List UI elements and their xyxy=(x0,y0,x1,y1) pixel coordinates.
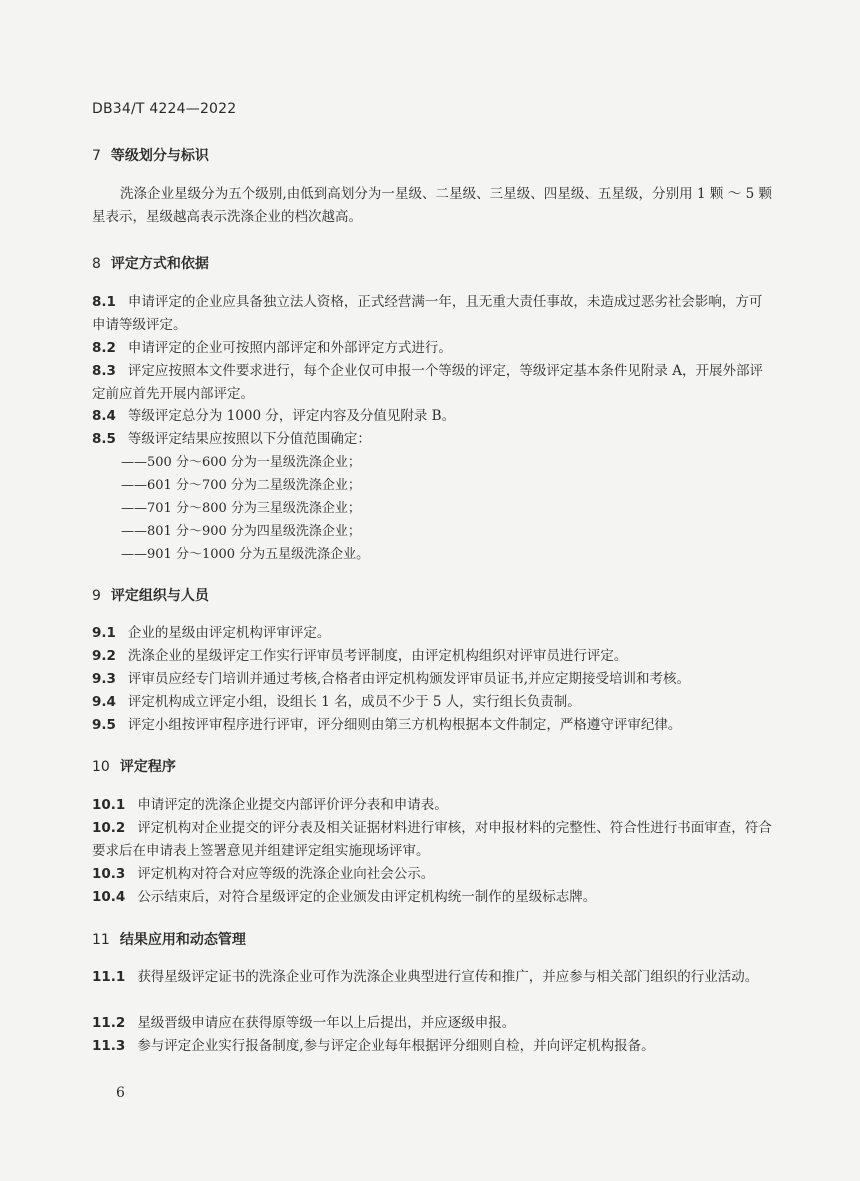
clause-text: 申请评定的企业应具备独立法人资格，正式经营满一年，且无重大责任事故，未造成过恶劣社会影响，方可申请等级评定。 xyxy=(92,294,763,333)
clause-text: 评定机构对企业提交的评分表及相关证据材料进行审核，对申报材料的完整性、符合性进行书面审查，符合要求后在申请表上签署意见并组建评定组实施现场评审。 xyxy=(92,820,772,859)
clause-number: 10.1 xyxy=(92,797,126,813)
clause-number: 10.3 xyxy=(92,866,126,882)
clause-text: 评定小组按评审程序进行评审，评分细则由第三方机构根据本文件制定，严格遵守评审纪律。 xyxy=(127,717,682,733)
clause-text: 评定机构对符合对应等级的洗涤企业向社会公示。 xyxy=(137,866,435,882)
section-10-heading xyxy=(92,756,176,776)
page-number: 6 xyxy=(116,1085,125,1101)
section-11-heading xyxy=(92,929,246,949)
clause-number: 9.4 xyxy=(92,694,116,710)
section-8-heading xyxy=(92,253,209,273)
clause-10-1 xyxy=(92,794,772,817)
section-number: 9 xyxy=(92,588,101,604)
clause-number: 9.3 xyxy=(92,671,116,687)
clause-number: 8.1 xyxy=(92,294,116,310)
clause-11-1 xyxy=(92,966,772,989)
clause-number: 8.4 xyxy=(92,408,116,424)
clause-9-1 xyxy=(92,622,772,645)
clause-text: 等级评定结果应按照以下分值范围确定： xyxy=(127,431,371,447)
clause-number: 11.3 xyxy=(92,1038,126,1054)
list-item: ——701 分～800 分为三星级洗涤企业； xyxy=(121,501,361,516)
clause-10-2 xyxy=(92,817,772,863)
section-title: 评定程序 xyxy=(119,759,176,775)
clause-number: 8.3 xyxy=(92,363,116,379)
section-9-heading xyxy=(92,585,209,605)
clause-8-5 xyxy=(92,428,772,451)
section-title: 结果应用和动态管理 xyxy=(119,932,246,948)
clause-9-3 xyxy=(92,668,772,691)
clause-9-4 xyxy=(92,691,772,714)
clause-text: 参与评定企业实行报备制度,参与评定企业每年根据评分细则自检，并向评定机构报备。 xyxy=(137,1038,655,1054)
clause-text: 洗涤企业的星级评定工作实行评审员考评制度，由评定机构组织对评审员进行评定。 xyxy=(127,648,628,664)
clause-number: 8.5 xyxy=(92,431,116,447)
clause-number: 8.2 xyxy=(92,340,116,356)
clause-11-2 xyxy=(92,1012,772,1035)
clause-text: 星级晋级申请应在获得原等级一年以上后提出，并应逐级申报。 xyxy=(137,1015,516,1031)
clause-number: 9.5 xyxy=(92,717,116,733)
section-number: 7 xyxy=(92,148,101,164)
clause-text: 获得星级评定证书的洗涤企业可作为洗涤企业典型进行宣传和推广，并应参与相关部门组织的行业活动。 xyxy=(137,969,759,985)
section-number: 8 xyxy=(92,256,101,272)
section-title: 评定方式和依据 xyxy=(110,256,209,272)
clause-8-4 xyxy=(92,405,772,428)
clause-10-3 xyxy=(92,863,772,886)
clause-number: 11.2 xyxy=(92,1015,126,1031)
list-item: ——601 分～700 分为二星级洗涤企业； xyxy=(121,478,361,493)
clause-number: 11.1 xyxy=(92,969,126,985)
section-number: 10 xyxy=(92,759,110,775)
section-number: 11 xyxy=(92,932,110,948)
clause-8-3 xyxy=(92,360,772,406)
list-item: ——901 分～1000 分为五星级洗涤企业。 xyxy=(121,547,370,562)
clause-text: 等级评定总分为 1000 分，评定内容及分值见附录 B。 xyxy=(127,408,456,424)
clause-number: 10.4 xyxy=(92,889,126,905)
section-title: 等级划分与标识 xyxy=(110,148,209,164)
clause-8-2 xyxy=(92,337,772,360)
clause-text: 申请评定的企业可按照内部评定和外部评定方式进行。 xyxy=(127,340,452,356)
clause-text: 评审员应经专门培训并通过考核,合格者由评定机构颁发评审员证书,并应定期接受培训和考核。 xyxy=(127,671,691,687)
list-item: ——500 分～600 分为一星级洗涤企业； xyxy=(121,455,361,470)
clause-10-4 xyxy=(92,886,772,909)
section-7-heading xyxy=(92,145,209,165)
clause-9-2 xyxy=(92,645,772,668)
standard-code-header: DB34/T 4224—2022 xyxy=(92,101,237,117)
clause-text: 公示结束后，对符合星级评定的企业颁发由评定机构统一制作的星级标志牌。 xyxy=(137,889,597,905)
clause-text: 申请评定的洗涤企业提交内部评价评分表和申请表。 xyxy=(137,797,448,813)
section-7-paragraph: 洗涤企业星级分为五个级别,由低到高划分为一星级、二星级、三星级、四星级、五星级，分别用 1 颗 ～ 5 颗星表示，星级越高表示洗涤企业的档次越高。 xyxy=(92,186,772,225)
clause-text: 评定应按照本文件要求进行，每个企业仅可申报一个等级的评定，等级评定基本条件见附录 A，开展外部评定前应首先开展内部评定。 xyxy=(92,363,763,402)
list-item: ——801 分～900 分为四星级洗涤企业； xyxy=(121,524,361,539)
clause-9-5 xyxy=(92,714,772,737)
clause-text: 企业的星级由评定机构评审评定。 xyxy=(127,625,331,641)
section-title: 评定组织与人员 xyxy=(110,588,209,604)
clause-number: 10.2 xyxy=(92,820,126,836)
clause-number: 9.2 xyxy=(92,648,116,664)
clause-number: 9.1 xyxy=(92,625,116,641)
clause-text: 评定机构成立评定小组，设组长 1 名，成员不少于 5 人，实行组长负责制。 xyxy=(127,694,581,710)
clause-11-3 xyxy=(92,1035,772,1058)
clause-8-1 xyxy=(92,291,772,337)
